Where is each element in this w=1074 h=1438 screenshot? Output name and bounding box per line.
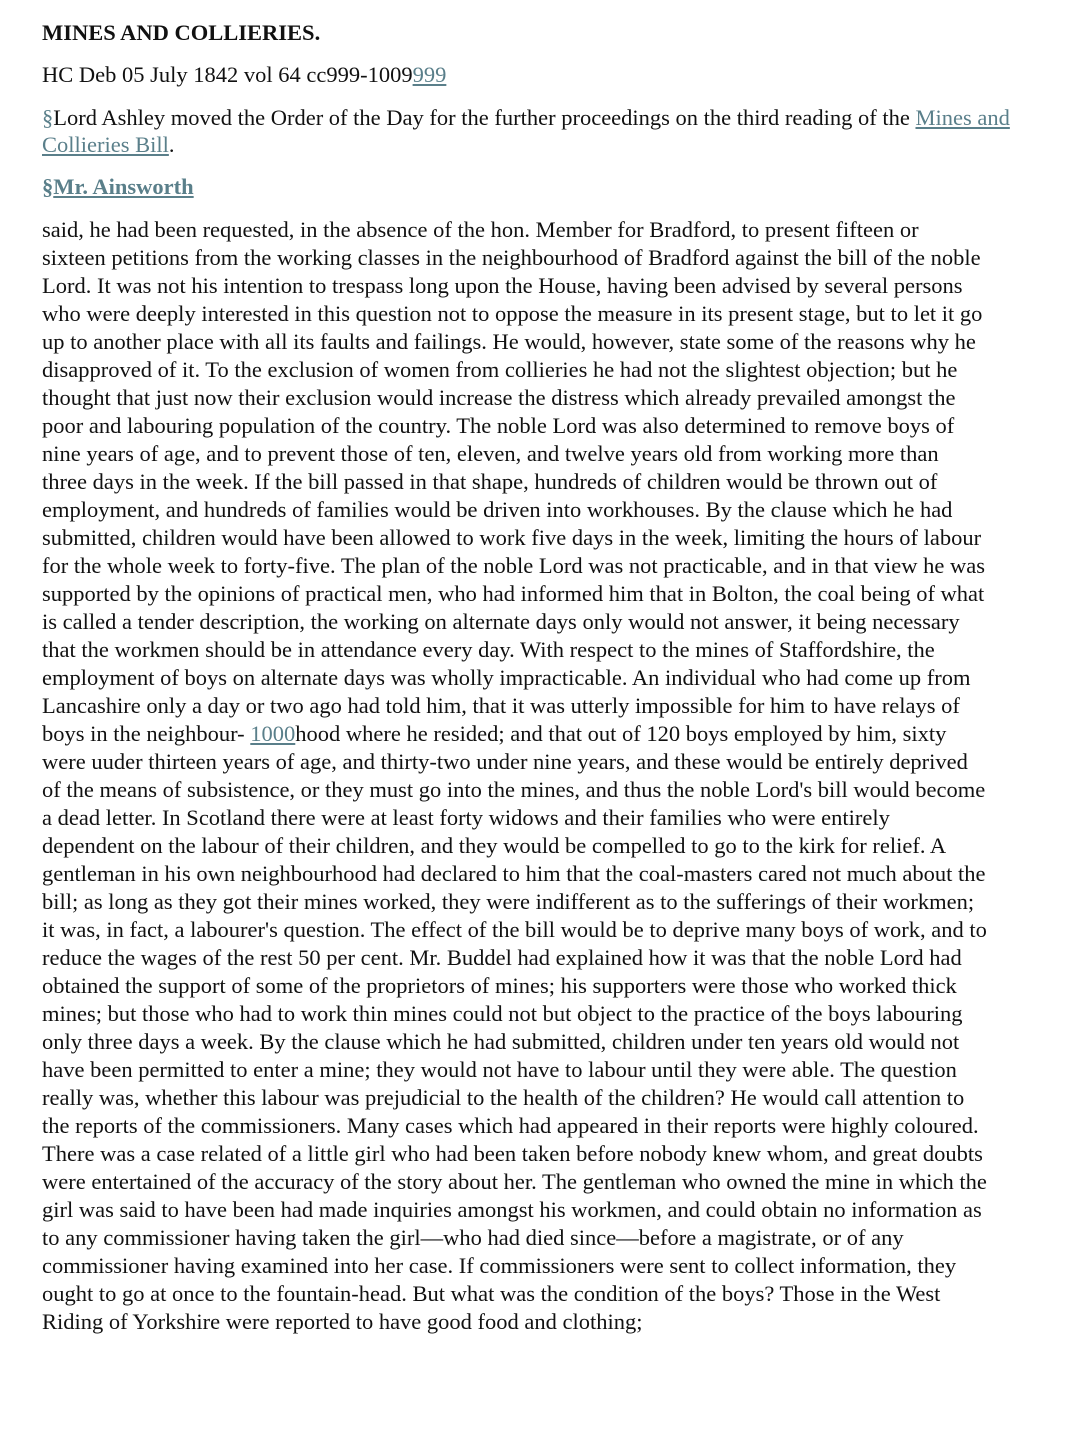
intro-text-end: .: [168, 132, 175, 157]
intro-text: Lord Ashley moved the Order of the Day for the further proceedings on the third reading of the: [53, 105, 916, 130]
document-page: [42, 18, 1042, 1336]
section-mark-icon: §: [42, 174, 54, 199]
reference-text: HC Deb 05 July 1842 vol 64 cc999-1009: [42, 62, 413, 87]
column-link-999[interactable]: 999: [412, 62, 447, 87]
page-title: MINES AND COLLIERIES.: [42, 20, 321, 45]
speech-body: [42, 216, 987, 1336]
column-link-1000[interactable]: 1000: [250, 721, 296, 746]
debate-reference: [42, 60, 1042, 90]
speaker-heading: [42, 172, 1042, 202]
speaker-link[interactable]: Mr. Ainsworth: [53, 174, 194, 199]
speech-text-part1: said, he had been requested, in the absence of the hon. Member for Bradford, to present fifteen or sixteen petitions from the working classes in the neighbourhood of Bradford against the bill of the noble Lord. It was not his intention to trespass long upon the House, having been advised by several persons who were deeply interested in this question not to oppose the measure in its present stage, but to let it go up to another place with all its faults and failings. He would, however, state some of the reasons why he disapproved of it. To the exclusion of women from collieries he had not the slightest objection; but he thought that just now their exclusion would increase the distress which already prevailed amongst the poor and labouring population of the country. The noble Lord was also determined to remove boys of nine years of age, and to prevent those of ten, eleven, and twelve years old from working more than three days in the week. If the bill passed in that shape, hundreds of children would be thrown out of employment, and hundreds of families would be driven into workhouses. By the clause which he had submitted, children would have been allowed to work five days in the week, limiting the hours of labour for the whole week to forty-five. The plan of the noble Lord was not practicable, and in that view he was supported by the opinions of practical men, who had informed him that in Bolton, the coal being of what is called a tender description, the working on alternate days only would not answer, it being necessary that the workmen should be in attendance every day. With respect to the mines of Staffordshire, the employment of boys on alternate days was wholly impracticable. An individual who had come up from Lancashire only a day or two ago had told him, that it was utterly impossible for him to have relays of boys in the neighbour-: [42, 217, 986, 746]
speech-text-part2: hood where he resided; and that out of 120 boys employed by him, sixty were uuder thirteen years of age, and thirty-two under nine years, and these would be entirely deprived of the means of subsistence, or they must go into the mines, and thus the noble Lord's bill would become a dead letter. In Scotland there were at least forty widows and their families who were entirely dependent on the labour of their children, and they would be compelled to go to the kirk for relief. A gentleman in his own neighbourhood had declared to him that the coal-masters cared not much about the bill; as long as they got their mines worked, they were indifferent as to the sufferings of their workmen; it was, in fact, a labourer's question. The effect of the bill would be to deprive many boys of work, and to reduce the wages of the rest 50 per cent. Mr. Buddel had explained how it was that the noble Lord had obtained the support of some of the proprietors of mines; his supporters were those who worked thick mines; but those who had to work thin mines could not but object to the practice of the boys labouring only three days a week. By the clause which he had submitted, children under ten years old would not have been permitted to enter a mine; they would not have to labour until they were able. The question really was, whether this labour was prejudicial to the health of the children? He would call attention to the reports of the commissioners. Many cases which had appeared in their reports were highly coloured. There was a case related of a little girl who had been taken before nobody knew whom, and great doubts were entertained of the accuracy of the story about her. The gentleman who owned the mine in which the girl was said to have been had made inquiries amongst his workmen, and could obtain no information as to any commissioner having taken the girl—who had died since—before a magistrate, or of any commissioner having examined into her case. If commissioners were sent to collect information, they ought to go at once to the fountain-head. But what was the condition of the boys? Those in the West Riding of Yorkshire were reported to have good food and clothing;: [42, 721, 987, 1334]
intro-paragraph: [42, 104, 1042, 158]
bill-link[interactable]: Mines and Collieries Bill: [42, 105, 1010, 157]
section-mark-icon: §: [42, 105, 54, 130]
